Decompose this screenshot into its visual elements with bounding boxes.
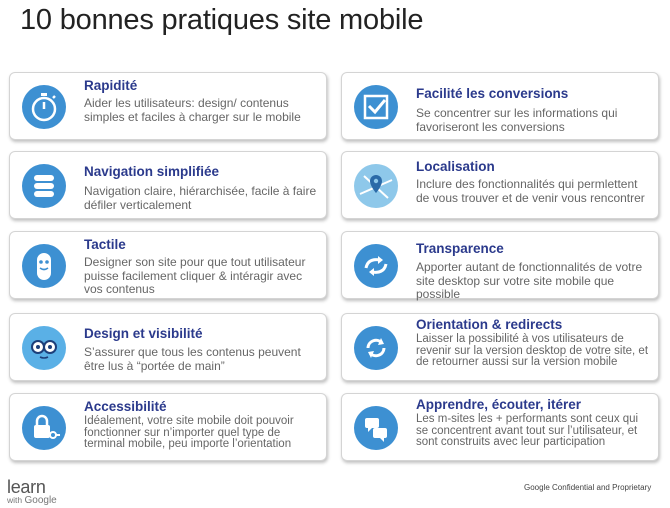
logo-with-google (7, 496, 57, 505)
card-design (9, 313, 327, 381)
logo-google: Google (24, 495, 57, 506)
card-transparence (341, 231, 659, 299)
card-conversions (341, 72, 659, 140)
card-desc: Inclure des fonctionnalités qui permlettent de vous trouver et de venir vous rencontrer (416, 177, 645, 205)
card-accessibilite (9, 393, 327, 461)
card-desc: Apporter autant de fonctionnalités de votre site desktop sur votre site mobile que possible (416, 260, 643, 301)
card-desc: Laisser la possibilité à vos utilisateurs de revenir sur la version desktop de votre site, et de retourner aussi sur la version mobile (416, 333, 649, 368)
glasses-icon (22, 326, 66, 370)
rotate-icon (354, 326, 398, 370)
finger-icon (22, 244, 66, 288)
card-title: Apprendre, écouter, itérer (416, 397, 582, 412)
card-rapidite (9, 72, 327, 140)
logo-learn: learn (7, 477, 46, 497)
lock-key-icon (22, 406, 66, 450)
map-pin-icon (354, 164, 398, 208)
checkmark-icon (354, 85, 398, 129)
card-desc: Navigation claire, hiérarchisée, facile à faire défiler verticalement (84, 184, 317, 212)
confidential-note: Google Confidential and Proprietary (524, 483, 652, 492)
logo-with: with (7, 495, 23, 505)
card-apprendre (341, 393, 659, 461)
card-title: Localisation (416, 159, 495, 174)
page-title: 10 bonnes pratiques site mobile (20, 4, 424, 36)
card-navigation (9, 151, 327, 219)
card-title: Transparence (416, 241, 504, 256)
stacked-menu-icon (22, 164, 66, 208)
card-desc: Idéalement, votre site mobile doit pouvoir fonctionner sur n’importer quel type de terminal mobile, peu importe l’orientation (84, 415, 294, 450)
card-desc: Se concentrer sur les informations qui favoriseront les conversions (416, 106, 618, 134)
card-title: Design et visibilité (84, 326, 203, 341)
card-title: Orientation & redirects (416, 317, 563, 332)
card-title: Navigation simplifiée (84, 164, 220, 179)
card-title: Accessibilité (84, 399, 167, 414)
card-localisation (341, 151, 659, 219)
learn-with-google-logo (7, 478, 57, 505)
card-title: Facilité les conversions (416, 86, 569, 101)
card-orientation (341, 313, 659, 381)
chat-cycle-icon (354, 406, 398, 450)
card-desc: Les m-sites les + performants sont ceux qui se concentrent avant tout sur l’utilisateur, et sont construits avec leur participation (416, 413, 639, 448)
card-desc: Aider les utilisateurs: design/ contenus simples et faciles à charger sur le mobile (84, 96, 301, 124)
card-desc: Designer son site pour que tout utilisateur puisse facilement cliquer & intéragir avec vos contenus (84, 255, 306, 296)
card-title: Rapidité (84, 78, 138, 93)
card-title: Tactile (84, 237, 126, 252)
stopwatch-icon (22, 85, 66, 129)
card-tactile (9, 231, 327, 299)
swap-arrows-icon (354, 244, 398, 288)
card-desc: S’assurer que tous les contenus peuvent être lus à “portée de main” (84, 345, 301, 373)
